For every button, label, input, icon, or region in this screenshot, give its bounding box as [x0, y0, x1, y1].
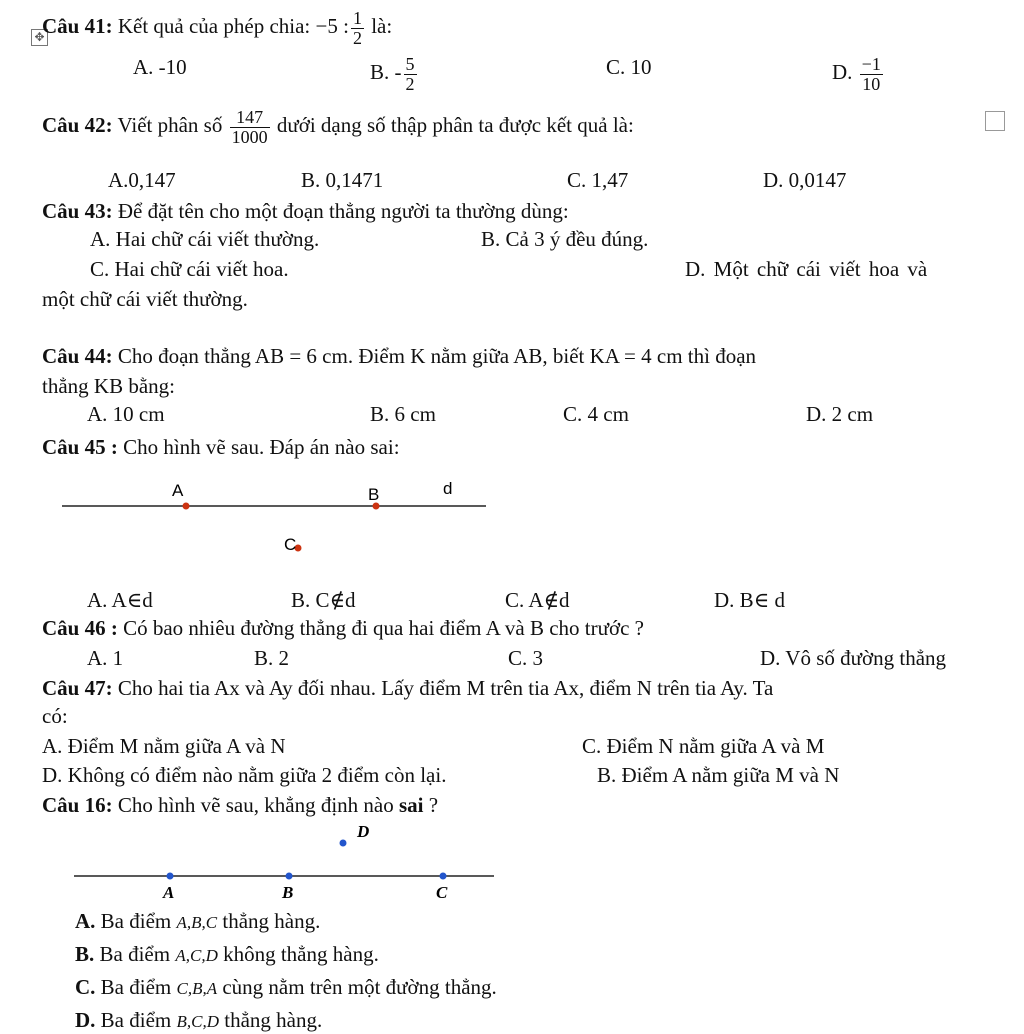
- q16-option-c: C. Ba điểm C,B,A cùng nằm trên một đường thẳng.: [75, 975, 497, 999]
- q43-option-c: C. Hai chữ cái viết hoa.: [90, 257, 289, 281]
- q16-option-a: A. Ba điểm A,B,C thẳng hàng.: [75, 909, 321, 933]
- q16-option-d: D. Ba điểm B,C,D thẳng hàng.: [75, 1008, 323, 1032]
- q41-option-a: A. -10: [133, 55, 187, 79]
- q46-stem: Câu 46 : Có bao nhiêu đường thẳng đi qua hai điểm A và B cho trước ?: [42, 616, 644, 640]
- q43-option-a: A. Hai chữ cái viết thường.: [90, 227, 320, 251]
- q43-option-b: B. Cả 3 ý đều đúng.: [481, 227, 649, 251]
- q41-option-d: D. $\frac{-1}{10}$: [832, 54, 881, 94]
- q45-option-c: C. A∉d: [505, 588, 570, 612]
- q42-option-b: B. 0,1471: [301, 168, 384, 192]
- q47-stem: Câu 47: Cho hai tia Ax và Ay đối nhau. Lấy điểm M trên tia Ax, điểm N trên tia Ay. Ta: [42, 676, 774, 700]
- q41-stem: Câu 41: Kết quả của phép chia: −5 : $\frac{1}{2}$ là:: [42, 8, 393, 48]
- q43-option-d: D. Một chữ cái viết hoa và: [685, 257, 928, 281]
- q41-option-c: C. 10: [606, 55, 652, 79]
- q16-figure: [0, 818, 520, 904]
- label-d: d: [443, 479, 453, 498]
- q44-option-b: B. 6 cm: [370, 402, 436, 426]
- q45-stem: Câu 45 : Cho hình vẽ sau. Đáp án nào sai:: [42, 435, 400, 459]
- q45-option-a: A. A∈d: [87, 588, 153, 612]
- label-a: A: [172, 481, 184, 500]
- label-c: C: [284, 535, 297, 554]
- q44-stem-cont: thẳng KB bằng:: [42, 374, 175, 398]
- label-a: A: [163, 883, 175, 902]
- q41-option-b: B. - $\frac{5}{2}$: [370, 54, 415, 94]
- point-d: [340, 840, 347, 847]
- point-a: [167, 873, 174, 880]
- label-b: B: [368, 485, 380, 504]
- q42-fraction: $\frac{147}{1000}$: [231, 107, 268, 147]
- q16-option-b: B. Ba điểm A,C,D không thẳng hàng.: [75, 942, 379, 966]
- q45-figure: [0, 470, 520, 565]
- q42-stem: Câu 42: Viết phân số $\frac{147}{1000}$ dưới dạng số thập phân ta được kết quả là:: [42, 107, 634, 147]
- q45-option-d: D. B∈ d: [714, 588, 785, 612]
- label-d: D: [357, 822, 370, 841]
- q47-option-a: A. Điểm M nằm giữa A và N: [42, 734, 286, 758]
- checkbox[interactable]: [985, 111, 1005, 131]
- point-b: [286, 873, 293, 880]
- move-handle-icon[interactable]: ✥: [31, 29, 48, 46]
- label-c: C: [436, 883, 448, 902]
- q42-option-c: C. 1,47: [567, 168, 629, 192]
- point-a: [183, 503, 190, 510]
- q46-option-b: B. 2: [254, 646, 290, 670]
- point-c: [440, 873, 447, 880]
- q47-option-d: D. Không có điểm nào nằm giữa 2 điểm còn lại.: [42, 763, 447, 787]
- q46-option-d: D. Vô số đường thẳng: [760, 646, 947, 670]
- q42-option-a: A.0,147: [108, 168, 176, 192]
- q42-option-d: D. 0,0147: [763, 168, 847, 192]
- q44-option-c: C. 4 cm: [563, 402, 629, 426]
- q44-option-a: A. 10 cm: [87, 402, 165, 426]
- q46-option-c: C. 3: [508, 646, 544, 670]
- q43-stem: Câu 43: Để đặt tên cho một đoạn thẳng người ta thường dùng:: [42, 199, 569, 223]
- q44-stem: Câu 44: Cho đoạn thẳng AB = 6 cm. Điểm K nằm giữa AB, biết KA = 4 cm thì đoạn: [42, 344, 757, 368]
- q43-option-d-cont: một chữ cái viết thường.: [42, 287, 248, 311]
- q45-option-b: B. C∉d: [291, 588, 356, 612]
- q41-fraction: $\frac{1}{2}$: [352, 8, 362, 48]
- q47-stem-cont: có:: [42, 704, 68, 728]
- label-b: B: [282, 883, 294, 902]
- q47-option-c: C. Điểm N nằm giữa A và M: [582, 734, 825, 758]
- q46-option-a: A. 1: [87, 646, 124, 670]
- q47-option-b: B. Điểm A nằm giữa M và N: [597, 763, 840, 787]
- q44-option-d: D. 2 cm: [806, 402, 874, 426]
- q16-stem: Câu 16: Cho hình vẽ sau, khẳng định nào sai ?: [42, 793, 439, 817]
